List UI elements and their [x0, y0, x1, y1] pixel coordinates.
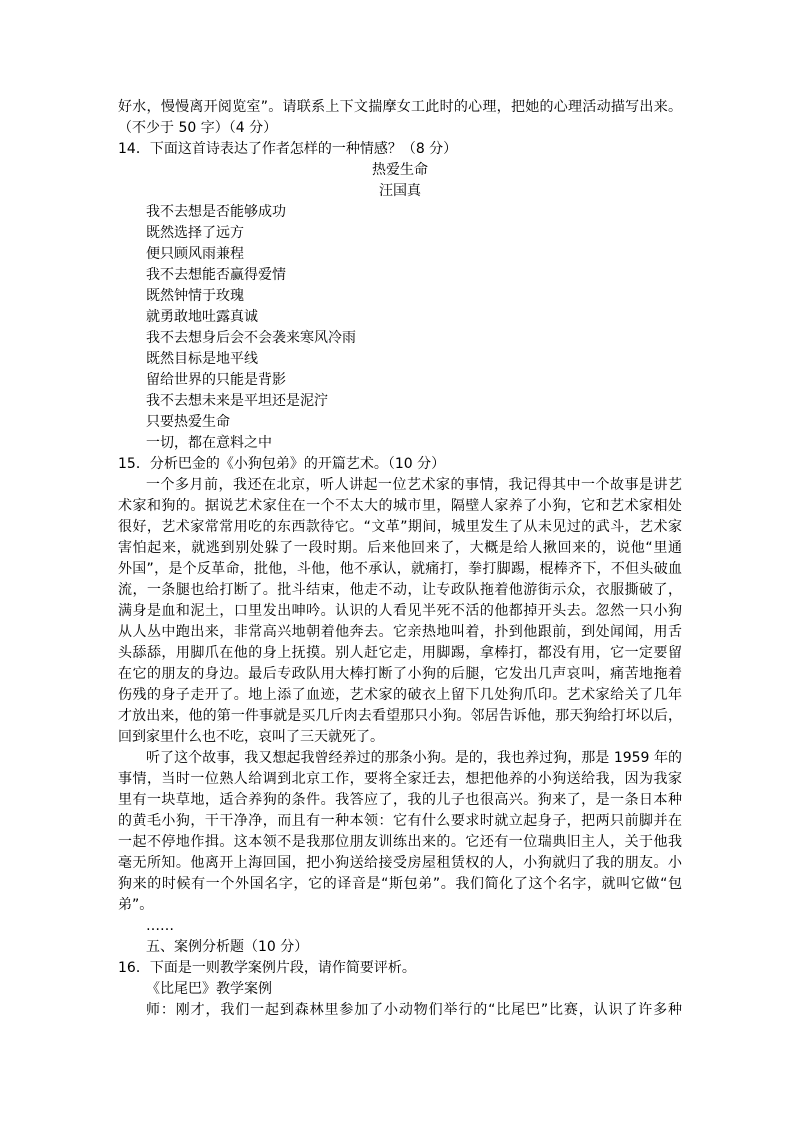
poem-line: 一切，都在意料之中: [146, 435, 272, 451]
q13-tail-line: 好水，慢慢离开阅览室”。请联系上下文揣摩女工此时的心理，把她的心理活动描写出来。: [118, 99, 682, 115]
paragraph-line: 一起不停地作揖。这本领不是我那位朋友训练出来的。它还有一位瑞典旧主人，关于他我: [118, 834, 682, 850]
poem-line: 就勇敢地吐露真诚: [146, 309, 258, 325]
paragraph-line: 回到家里什么也不吃，哀叫了三天就死了。: [118, 729, 384, 745]
poem-body: [118, 202, 682, 454]
paragraph-line: 一个多月前，我还在北京，听人讲起一位艺术家的事情，我记得其中一个故事是讲艺: [146, 477, 682, 493]
poem-line: 只要热爱生命: [146, 414, 230, 430]
poem-line: 留给世界的只能是背影: [146, 372, 286, 388]
paragraph-line: 的黄毛小狗，干干净净，而且有一种本领：它有什么要求时就立起身子，把两只前脚并在: [118, 813, 682, 829]
paragraph-line: 事情，当时一位熟人给调到北京工作，要将全家迁去，想把他养的小狗送给我，因为我家: [118, 771, 682, 787]
paragraph-line: 听了这个故事，我又想起我曾经养过的那条小狗。是的，我也养过狗，那是 1959 年的: [146, 750, 682, 766]
poem-title: 热爱生命: [372, 162, 428, 178]
paragraph-line: 满身是血和泥土，口里发出呻吟。认识的人看见半死不活的他都掉开头去。忽然一只小狗: [118, 603, 682, 619]
poem-line: 我不去想是否能够成功: [146, 204, 286, 220]
poem-line: 我不去想身后会不会袭来寒风冷雨: [146, 330, 356, 346]
ellipsis: ……: [146, 918, 174, 934]
paragraph-line: 外国”，是个反革命，批他，斗他，他不承认，就痛打，拳打脚踢，棍棒齐下，不但头破血: [118, 561, 682, 577]
poem-line: 既然目标是地平线: [146, 351, 258, 367]
paragraph-line: 里有一块草地，适合养狗的条件。我答应了，我的儿子也很高兴。狗来了，是一条日本种: [118, 792, 682, 808]
poem-line: 既然钟情于玫瑰: [146, 288, 244, 304]
paragraph-line: 才放出来，他的第一件事就是买几斤肉去看望那只小狗。邻居告诉他，那天狗给打坏以后，: [118, 708, 682, 724]
paragraph-line: 从人丛中跑出来，非常高兴地朝着他奔去。它亲热地叫着，扑到他跟前，到处闻闻，用舌: [118, 624, 682, 640]
section-5-heading: 五、案例分析题（10 分）: [146, 939, 309, 955]
poem-line: 我不去想能否赢得爱情: [146, 267, 286, 283]
q13-tail-line: （不少于 50 字）（4 分）: [118, 120, 278, 136]
poem-line: 便只顾风雨兼程: [146, 246, 244, 262]
poem-author: 汪国真: [379, 183, 421, 199]
paragraph-line: 在它的朋友的身边。最后专政队用大棒打断了小狗的后腿，它发出几声哀叫，痛苦地拖着: [118, 666, 682, 682]
q15-paragraph-1: [118, 475, 682, 748]
q16-question: 16．下面是一则教学案例片段，请作简要评析。: [118, 960, 416, 976]
paragraph-line: 很好，艺术家常常用吃的东西款待它。“文革”期间，城里发生了从未见过的武斗，艺术家: [118, 519, 682, 535]
document-page: [118, 97, 682, 1021]
paragraph-line: 弟”。: [118, 897, 154, 913]
case-title: 《比尾巴》教学案例: [146, 981, 272, 997]
poem-line: 我不去想未来是平坦还是泥泞: [146, 393, 328, 409]
paragraph-line: 毫无所知。他离开上海回国，把小狗送给接受房屋租赁权的人，小狗就归了我的朋友。小: [118, 855, 682, 871]
paragraph-line: 狗来的时候有一个外国名字，它的译音是“斯包弟”。我们简化了这个名字，就叫它做“包: [118, 876, 682, 892]
paragraph-line: 头舔舔，用脚爪在他的身上抚摸。别人赶它走，用脚踢，拿棒打，都没有用，它一定要留: [118, 645, 682, 661]
paragraph-line: 伤残的身子走开了。地上添了血迹，艺术家的破衣上留下几处狗爪印。艺术家给关了几年: [118, 687, 682, 703]
q15-question: 15．分析巴金的《小狗包弟》的开篇艺术。（10 分）: [118, 456, 446, 472]
paragraph-line: 害怕起来，就逃到别处躲了一段时期。后来他回来了，大概是给人揪回来的，说他“里通: [118, 540, 682, 556]
q14-question: 14．下面这首诗表达了作者怎样的一种情感？（8 分）: [118, 141, 458, 157]
poem-line: 既然选择了远方: [146, 225, 244, 241]
paragraph-line: 流，一条腿也给打断了。批斗结束，他走不动，让专政队拖着他游街示众，衣服撕破了，: [118, 582, 682, 598]
q15-paragraph-2: [118, 748, 682, 916]
paragraph-line: 术家和狗的。据说艺术家住在一个不太大的城市里，隔壁人家养了小狗，它和艺术家相处: [118, 498, 682, 514]
teacher-line: 师：刚才，我们一起到森林里参加了小动物们举行的“比尾巴”比赛，认识了许多种: [146, 1002, 682, 1018]
